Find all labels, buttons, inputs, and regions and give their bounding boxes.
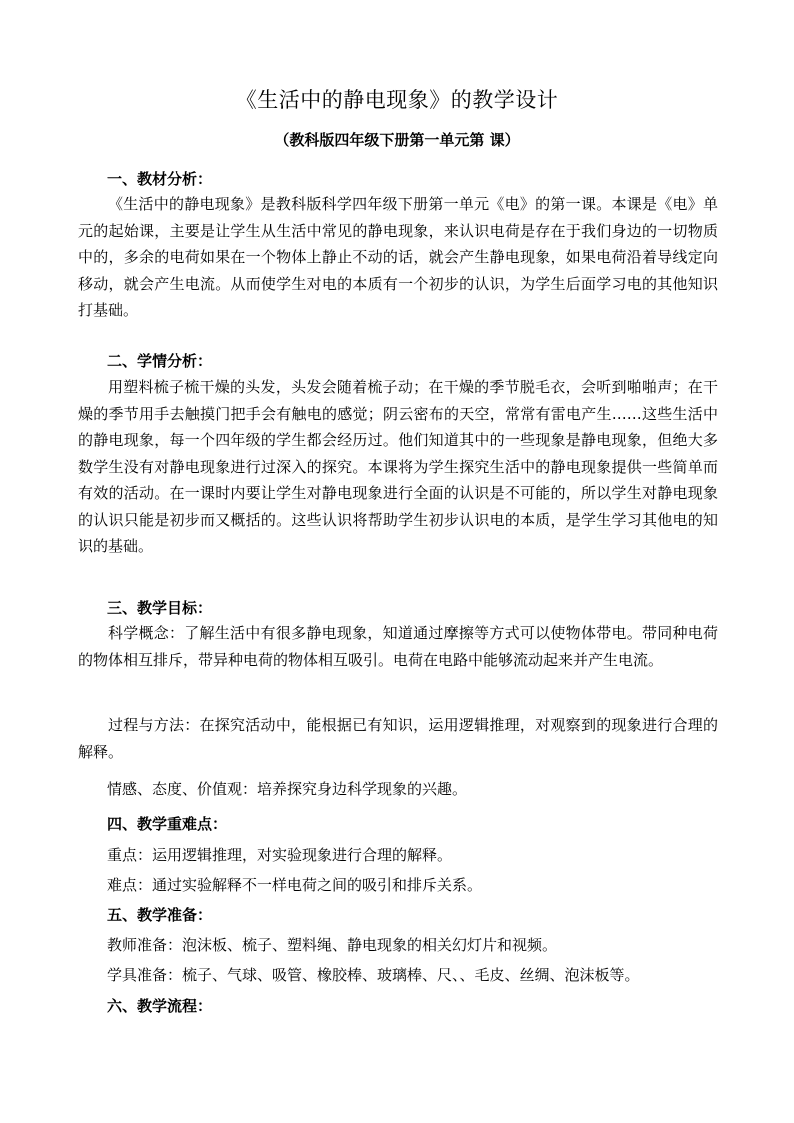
- section-heading-key-points: 四、教学重难点：: [107, 815, 228, 833]
- section-paragraph: 难点：通过实验解释不一样电荷之间的吸引和排斥关系。: [107, 876, 483, 894]
- section-paragraph: 用塑料梳子梳干燥的头发，头发会随着梳子动；在干燥的季节脱毛衣，会听到啪啪声；在干燥的季节用手去触摸门把手会有触电的感觉；阴云密布的天空，常常有雷电产生……这些生活中的静电现象，每一个四年级的学生都会经历过。他们知道其中的一些现象是静电现象，但绝大多数学生没有对静电现象进行过深入的探究。本课将为学生探究生活中的静电现象提供一些简单而有效的活动。在一课时内要让学生对静电现象进行全面的认识是不可能的，所以学生对静电现象的认识只能是初步而又概括的。这些认识将帮助学生初步认识电的本质，是学生学习其他电的知识的基础。: [78, 378, 718, 555]
- section-paragraph: 学具准备：梳子、气球、吸管、橡胶棒、玻璃棒、尺、、毛皮、丝绸、泡沫板等。: [107, 966, 640, 984]
- section-paragraph: 情感、态度、价值观：培养探究身边科学现象的兴趣。: [107, 780, 468, 798]
- section-paragraph: 过程与方法：在探究活动中，能根据已有知识，运用逻辑推理，对观察到的现象进行合理的解释。: [78, 716, 718, 761]
- section-heading-student-analysis: 二、学情分析：: [107, 352, 213, 370]
- section-paragraph: 重点：运用逻辑推理，对实验现象进行合理的解释。: [107, 846, 453, 864]
- document-title: 《生活中的静电现象》的教学设计: [235, 88, 559, 112]
- section-heading-textbook-analysis: 一、教材分析：: [107, 170, 213, 188]
- document-subtitle: （教科版四年级下册第一单元第 课）: [274, 131, 520, 149]
- section-heading-teaching-goals: 三、教学目标：: [107, 599, 213, 617]
- section-heading-preparation: 五、教学准备：: [107, 906, 213, 924]
- section-paragraph: 《生活中的静电现象》是教科版科学四年级下册第一单元《电》的第一课。本课是《电》单元的起始课，主要是让学生从生活中常见的静电现象，来认识电荷是存在于我们身边的一切物质中的，多余的电荷如果在一个物体上静止不动的话，就会产生静电现象，如果电荷沿着导线定向移动，就会产生电流。从而使学生对电的本质有一个初步的认识，为学生后面学习电的其他知识打基础。: [78, 195, 718, 319]
- section-heading-teaching-process: 六、教学流程：: [107, 997, 213, 1015]
- section-paragraph: 科学概念：了解生活中有很多静电现象，知道通过摩擦等方式可以使物体带电。带同种电荷的物体相互排斥，带异种电荷的物体相互吸引。电荷在电路中能够流动起来并产生电流。: [78, 624, 718, 669]
- section-paragraph: 教师准备：泡沫板、梳子、塑料绳、静电现象的相关幻灯片和视频。: [107, 936, 558, 954]
